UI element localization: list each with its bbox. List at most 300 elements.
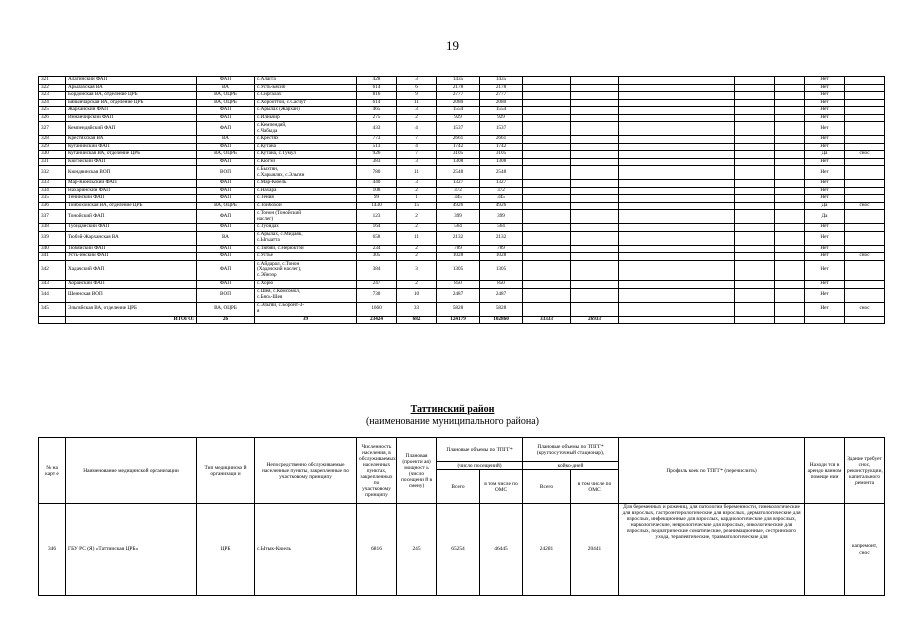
table-cell: 1305: [437, 260, 480, 281]
table-cell: [735, 281, 775, 289]
row-org: ГБУ РС (Я) «Таттинская ЦРБ»: [66, 504, 197, 596]
table-cell: 234: [357, 245, 397, 253]
table-cell: [523, 210, 571, 224]
table-cell: [735, 245, 775, 253]
table-cell: 658: [357, 231, 397, 245]
table-cell: ФАП: [197, 143, 255, 151]
table-cell: ФАП: [197, 187, 255, 195]
table-row: [39, 92, 885, 100]
table-cell: [845, 136, 885, 144]
table-cell: 1430: [357, 202, 397, 210]
table-cell: 5828: [437, 302, 480, 316]
table-cell: Кюндяинская ВОП: [66, 166, 197, 180]
table-cell: 2: [397, 253, 437, 261]
table-cell: [775, 245, 805, 253]
table-cell: 123: [357, 210, 397, 224]
table-cell: [775, 202, 805, 210]
table-cell: [845, 166, 885, 180]
table-cell: 399: [480, 210, 523, 224]
table-cell: Нет: [805, 245, 845, 253]
table-cell: [619, 77, 735, 85]
table-cell: 372: [437, 187, 480, 195]
table-cell: [775, 84, 805, 92]
table-cell: 330: [39, 151, 66, 159]
header-type: Тип медицинско й организаци и: [197, 438, 255, 504]
table-cell: [775, 99, 805, 107]
header-rebuild: Здание требует снос, реконструкции, капитального ремонта: [845, 438, 885, 504]
table-cell: 1537: [437, 122, 480, 136]
table-cell: 321: [39, 77, 66, 85]
table-row: [39, 151, 885, 159]
table-cell: 334: [39, 187, 66, 195]
table-cell: ВА, ОЦРБ: [197, 99, 255, 107]
table-cell: 2661: [437, 136, 480, 144]
table-cell: [619, 202, 735, 210]
table-cell: [571, 202, 619, 210]
table-cell: 7: [397, 136, 437, 144]
table-cell: 325: [39, 107, 66, 115]
table-cell: 564: [437, 224, 480, 232]
table-cell: Нет: [805, 92, 845, 100]
header-visits-oms: в том числе по ОМС: [480, 470, 523, 504]
table-cell: [39, 316, 66, 324]
row-rent: [805, 504, 845, 596]
table-cell: с.Быхтян, с.Харыялях, с.Эльгян: [255, 166, 357, 180]
table-cell: [845, 180, 885, 188]
district-facilities-table: [38, 76, 885, 324]
table-cell: 2132: [437, 231, 480, 245]
table-cell: Туойданский ФАП: [66, 224, 197, 232]
table-cell: 1554: [480, 107, 523, 115]
table-cell: [845, 122, 885, 136]
table-cell: [523, 166, 571, 180]
table-cell: 2661: [480, 136, 523, 144]
table-cell: [775, 187, 805, 195]
table-cell: [845, 281, 885, 289]
table-cell: [735, 122, 775, 136]
total-value: 26933: [571, 316, 619, 324]
table-cell: 2548: [480, 166, 523, 180]
table-cell: 3: [397, 260, 437, 281]
table-cell: 335: [39, 195, 66, 203]
total-label: ИТОГО:: [66, 316, 197, 324]
table-cell: 4926: [480, 202, 523, 210]
table-cell: [845, 92, 885, 100]
table-cell: Усть-инский ФАП: [66, 253, 197, 261]
table-cell: [523, 231, 571, 245]
table-cell: с.Арылах (Жархан): [255, 107, 357, 115]
table-cell: 11: [397, 99, 437, 107]
table-cell: [571, 260, 619, 281]
table-cell: 816: [357, 92, 397, 100]
table-cell: [523, 92, 571, 100]
table-cell: снос: [845, 202, 885, 210]
table-cell: Нет: [805, 114, 845, 122]
table-cell: [571, 158, 619, 166]
table-cell: [619, 84, 735, 92]
table-cell: [775, 231, 805, 245]
table-cell: 730: [357, 288, 397, 302]
table-cell: Нет: [805, 180, 845, 188]
table-cell: [619, 224, 735, 232]
table-cell: Кутанинский ФАП: [66, 143, 197, 151]
table-cell: 343: [39, 281, 66, 289]
table-cell: ВА: [197, 136, 255, 144]
table-cell: [523, 224, 571, 232]
table-cell: [735, 195, 775, 203]
table-cell: [845, 77, 885, 85]
table-cell: [845, 316, 885, 324]
row-settlements: с.Ытык-Кюель: [255, 504, 357, 596]
header-volume-visits-sub: (число посещений): [437, 462, 523, 470]
table-cell: [571, 166, 619, 180]
table-cell: [571, 143, 619, 151]
table-cell: 1028: [437, 253, 480, 261]
table-cell: 773: [357, 136, 397, 144]
table-cell: 1028: [480, 253, 523, 261]
table-cell: [619, 151, 735, 159]
table-cell: Нет: [805, 224, 845, 232]
table-cell: 614: [357, 99, 397, 107]
table-cell: [775, 288, 805, 302]
table-cell: 4926: [437, 202, 480, 210]
table-cell: Хадачский ФАП: [66, 260, 197, 281]
table-row: [39, 136, 885, 144]
table-cell: [775, 166, 805, 180]
table-cell: [735, 231, 775, 245]
table-cell: 2: [397, 245, 437, 253]
table-cell: Нет: [805, 122, 845, 136]
header-profile: Профиль коек по ТПГГ* (перечислить): [619, 438, 805, 504]
table-cell: ВА: [197, 84, 255, 92]
table-cell: 850: [437, 281, 480, 289]
table-row: [39, 158, 885, 166]
header-days-oms: в том числе по ОМС: [571, 470, 619, 504]
table-cell: ФАП: [197, 180, 255, 188]
table-cell: [619, 253, 735, 261]
table-cell: Нет: [805, 136, 845, 144]
table-cell: 331: [39, 158, 66, 166]
table-cell: 345: [39, 302, 66, 316]
table-cell: Нет: [805, 77, 845, 85]
table-cell: [523, 202, 571, 210]
table-cell: [845, 210, 885, 224]
table-cell: 1660: [357, 302, 397, 316]
table-cell: [735, 316, 775, 324]
table-cell: [571, 84, 619, 92]
table-cell: 2178: [480, 84, 523, 92]
table-cell: [775, 260, 805, 281]
table-cell: [571, 288, 619, 302]
table-cell: 329: [39, 143, 66, 151]
table-cell: 440: [357, 180, 397, 188]
table-cell: 3: [397, 77, 437, 85]
table-cell: 4: [397, 143, 437, 151]
table-cell: 433: [357, 122, 397, 136]
row-rebuild: капремонт, снос: [845, 504, 885, 596]
table-cell: [571, 245, 619, 253]
table-cell: с.Айдарал, с.Тонон (Хадачский наслег), с.Эйнээр: [255, 260, 357, 281]
table-cell: ФАП: [197, 122, 255, 136]
table-cell: 926: [357, 151, 397, 159]
table-cell: Нет: [805, 195, 845, 203]
table-cell: [523, 253, 571, 261]
table-cell: 2178: [437, 84, 480, 92]
table-cell: 108: [357, 187, 397, 195]
table-cell: Кутанинская ВА, отделение ЦРБ: [66, 151, 197, 159]
table-cell: [735, 158, 775, 166]
table-cell: [805, 316, 845, 324]
table-cell: [571, 151, 619, 159]
table-cell: Крестяхская ВА: [66, 136, 197, 144]
table-cell: 7: [397, 151, 437, 159]
table-cell: с.Кюгэй: [255, 158, 357, 166]
table-cell: 1554: [437, 107, 480, 115]
table-cell: [571, 180, 619, 188]
table-cell: 789: [480, 245, 523, 253]
table-cell: 1435: [437, 77, 480, 85]
table-cell: Да: [805, 151, 845, 159]
table-cell: [523, 107, 571, 115]
table-cell: Тонойский ФАП: [66, 210, 197, 224]
table-cell: 1308: [480, 158, 523, 166]
table-cell: 2487: [480, 288, 523, 302]
table-cell: [523, 122, 571, 136]
table-cell: 275: [357, 114, 397, 122]
table-cell: ФАП: [197, 245, 255, 253]
table-cell: Хорайский ФАП: [66, 281, 197, 289]
table-cell: [523, 180, 571, 188]
table-cell: ФАП: [197, 158, 255, 166]
table-cell: 2: [397, 224, 437, 232]
table-cell: [775, 281, 805, 289]
table-row: [39, 210, 885, 224]
table-cell: 929: [437, 114, 480, 122]
table-cell: с.Тонон (Тонойский наслег): [255, 210, 357, 224]
table-cell: ВА, ОЦРБ: [197, 202, 255, 210]
table-cell: 322: [39, 84, 66, 92]
table-cell: 336: [39, 202, 66, 210]
table-cell: [523, 77, 571, 85]
table-cell: [523, 302, 571, 316]
table-cell: [735, 151, 775, 159]
table-cell: ВА: [197, 231, 255, 245]
header-days-total: Всего: [523, 470, 571, 504]
table-cell: 3: [397, 180, 437, 188]
table-cell: [571, 224, 619, 232]
table-cell: [775, 180, 805, 188]
table-cell: с.Кутана: [255, 143, 357, 151]
table-cell: [571, 253, 619, 261]
header-org: Наименование медицинской организации: [66, 438, 197, 504]
header-volume-days: Плановые объемы по ТПГГ* (круглосуточный стационар),: [523, 438, 619, 462]
table-cell: 1742: [437, 143, 480, 151]
table-cell: [775, 122, 805, 136]
table-cell: 3105: [437, 151, 480, 159]
table-cell: [845, 245, 885, 253]
table-cell: [735, 143, 775, 151]
table-cell: с.Кемпендяй, с.Чабыда: [255, 122, 357, 136]
table-cell: [735, 302, 775, 316]
table-row: [39, 122, 885, 136]
table-cell: [775, 143, 805, 151]
table-cell: с.Тенйя: [255, 195, 357, 203]
table-cell: [619, 143, 735, 151]
table-cell: 465: [357, 107, 397, 115]
table-cell: 780: [357, 166, 397, 180]
district-title: Таттинский район: [410, 404, 495, 415]
table-cell: 428: [357, 77, 397, 85]
total-value: 23424: [357, 316, 397, 324]
table-cell: с.Сиргалах: [255, 92, 357, 100]
table-cell: [619, 316, 735, 324]
table-cell: 345: [480, 195, 523, 203]
table-cell: [619, 231, 735, 245]
table-cell: снос: [845, 151, 885, 159]
table-cell: ФАП: [197, 210, 255, 224]
table-cell: Нет: [805, 302, 845, 316]
table-cell: [571, 107, 619, 115]
table-cell: [775, 151, 805, 159]
table-cell: 3: [397, 107, 437, 115]
row-visits-oms: 46445: [480, 504, 523, 596]
table-cell: 2777: [480, 92, 523, 100]
table-cell: 15: [397, 202, 437, 210]
table-cell: 9: [397, 92, 437, 100]
table-cell: Нет: [805, 187, 845, 195]
table-cell: Тенийский ФАП: [66, 195, 197, 203]
table-cell: [523, 143, 571, 151]
table-cell: [571, 302, 619, 316]
table-row: [39, 166, 885, 180]
table-cell: 305: [357, 253, 397, 261]
table-cell: 1327: [437, 180, 480, 188]
table-cell: 399: [437, 210, 480, 224]
table-cell: [775, 77, 805, 85]
table-cell: [619, 122, 735, 136]
table-row: [39, 180, 885, 188]
table-cell: ФАП: [197, 107, 255, 115]
table-cell: [523, 99, 571, 107]
table-cell: [775, 92, 805, 100]
table-cell: 333: [39, 180, 66, 188]
table-cell: с.Илньчир: [255, 114, 357, 122]
table-cell: Кюгэйский ФАП: [66, 158, 197, 166]
total-row: [39, 316, 885, 324]
total-value: 124179: [437, 316, 480, 324]
table-cell: [775, 158, 805, 166]
table-cell: [775, 224, 805, 232]
table-cell: с.Туойдах: [255, 224, 357, 232]
table-cell: [845, 288, 885, 302]
table-cell: 1742: [480, 143, 523, 151]
table-row: [39, 231, 885, 245]
table-cell: [619, 180, 735, 188]
table-cell: Алагинский ФАП: [66, 77, 197, 85]
table-cell: 564: [480, 224, 523, 232]
table-cell: [571, 195, 619, 203]
table-cell: 2: [397, 187, 437, 195]
table-cell: [735, 180, 775, 188]
table-cell: Нет: [805, 281, 845, 289]
table-cell: с.Нахара: [255, 187, 357, 195]
table-cell: Тойбохойская ВА, отделение ЦРБ: [66, 202, 197, 210]
tattinsky-table: [38, 437, 885, 596]
table-cell: [845, 260, 885, 281]
table-cell: [735, 107, 775, 115]
table-cell: 247: [357, 281, 397, 289]
table-cell: [523, 151, 571, 159]
table-row: [39, 281, 885, 289]
table-cell: с.Эльгяй, с.Боронт-З- я: [255, 302, 357, 316]
table-cell: 99: [357, 195, 397, 203]
table-cell: [619, 158, 735, 166]
table-row: [39, 260, 885, 281]
table-cell: 164: [357, 224, 397, 232]
table-cell: ВОП: [197, 166, 255, 180]
row-type: ЦРБ: [197, 504, 255, 596]
table-row: [39, 99, 885, 107]
table-row: [39, 224, 885, 232]
table-cell: [619, 166, 735, 180]
table-row: [39, 77, 885, 85]
page-number: 19: [446, 38, 459, 53]
table-cell: [845, 158, 885, 166]
table-cell: 5828: [480, 302, 523, 316]
table-cell: [523, 260, 571, 281]
table-cell: Тюбэй-Жарханская ВА: [66, 231, 197, 245]
table-cell: [845, 195, 885, 203]
table-cell: с.Алагга: [255, 77, 357, 85]
table-cell: Мар-Кюельский ФАП: [66, 180, 197, 188]
table-row: [39, 107, 885, 115]
table-cell: 1327: [480, 180, 523, 188]
table-cell: [845, 143, 885, 151]
table-cell: [845, 107, 885, 115]
table-cell: 1435: [480, 77, 523, 85]
table-cell: 6: [397, 84, 437, 92]
table-cell: [735, 260, 775, 281]
table-cell: Нет: [805, 166, 845, 180]
table-cell: Нет: [805, 158, 845, 166]
table-cell: [523, 158, 571, 166]
table-cell: Шеинская ВОП: [66, 288, 197, 302]
table-cell: [523, 288, 571, 302]
row-population: 6816: [357, 504, 397, 596]
row-visits-total: 65254: [437, 504, 480, 596]
table-cell: 339: [39, 231, 66, 245]
table-cell: ФАП: [197, 281, 255, 289]
table-cell: [619, 107, 735, 115]
header-capacity: Плановая (проекти ая) мощност ь (число посещени й в смену): [397, 438, 437, 504]
table-cell: Нахаринский ФАП: [66, 187, 197, 195]
table-cell: [735, 253, 775, 261]
table-cell: 2080: [437, 99, 480, 107]
table-cell: 2080: [480, 99, 523, 107]
table-cell: [845, 231, 885, 245]
table-cell: 929: [480, 114, 523, 122]
header-volume-days-sub: койко-дней: [523, 462, 619, 470]
table-cell: 1: [397, 195, 437, 203]
table-cell: [571, 99, 619, 107]
table-cell: Жарханский ФАП: [66, 107, 197, 115]
table-cell: [523, 84, 571, 92]
table-cell: Бяйыйчарская ВА, отделение ЦРБ: [66, 99, 197, 107]
table-cell: [523, 114, 571, 122]
header-volume-visits: Плановые объемы по ТПГГ*: [437, 438, 523, 462]
table-cell: 384: [357, 260, 397, 281]
table-cell: [619, 288, 735, 302]
